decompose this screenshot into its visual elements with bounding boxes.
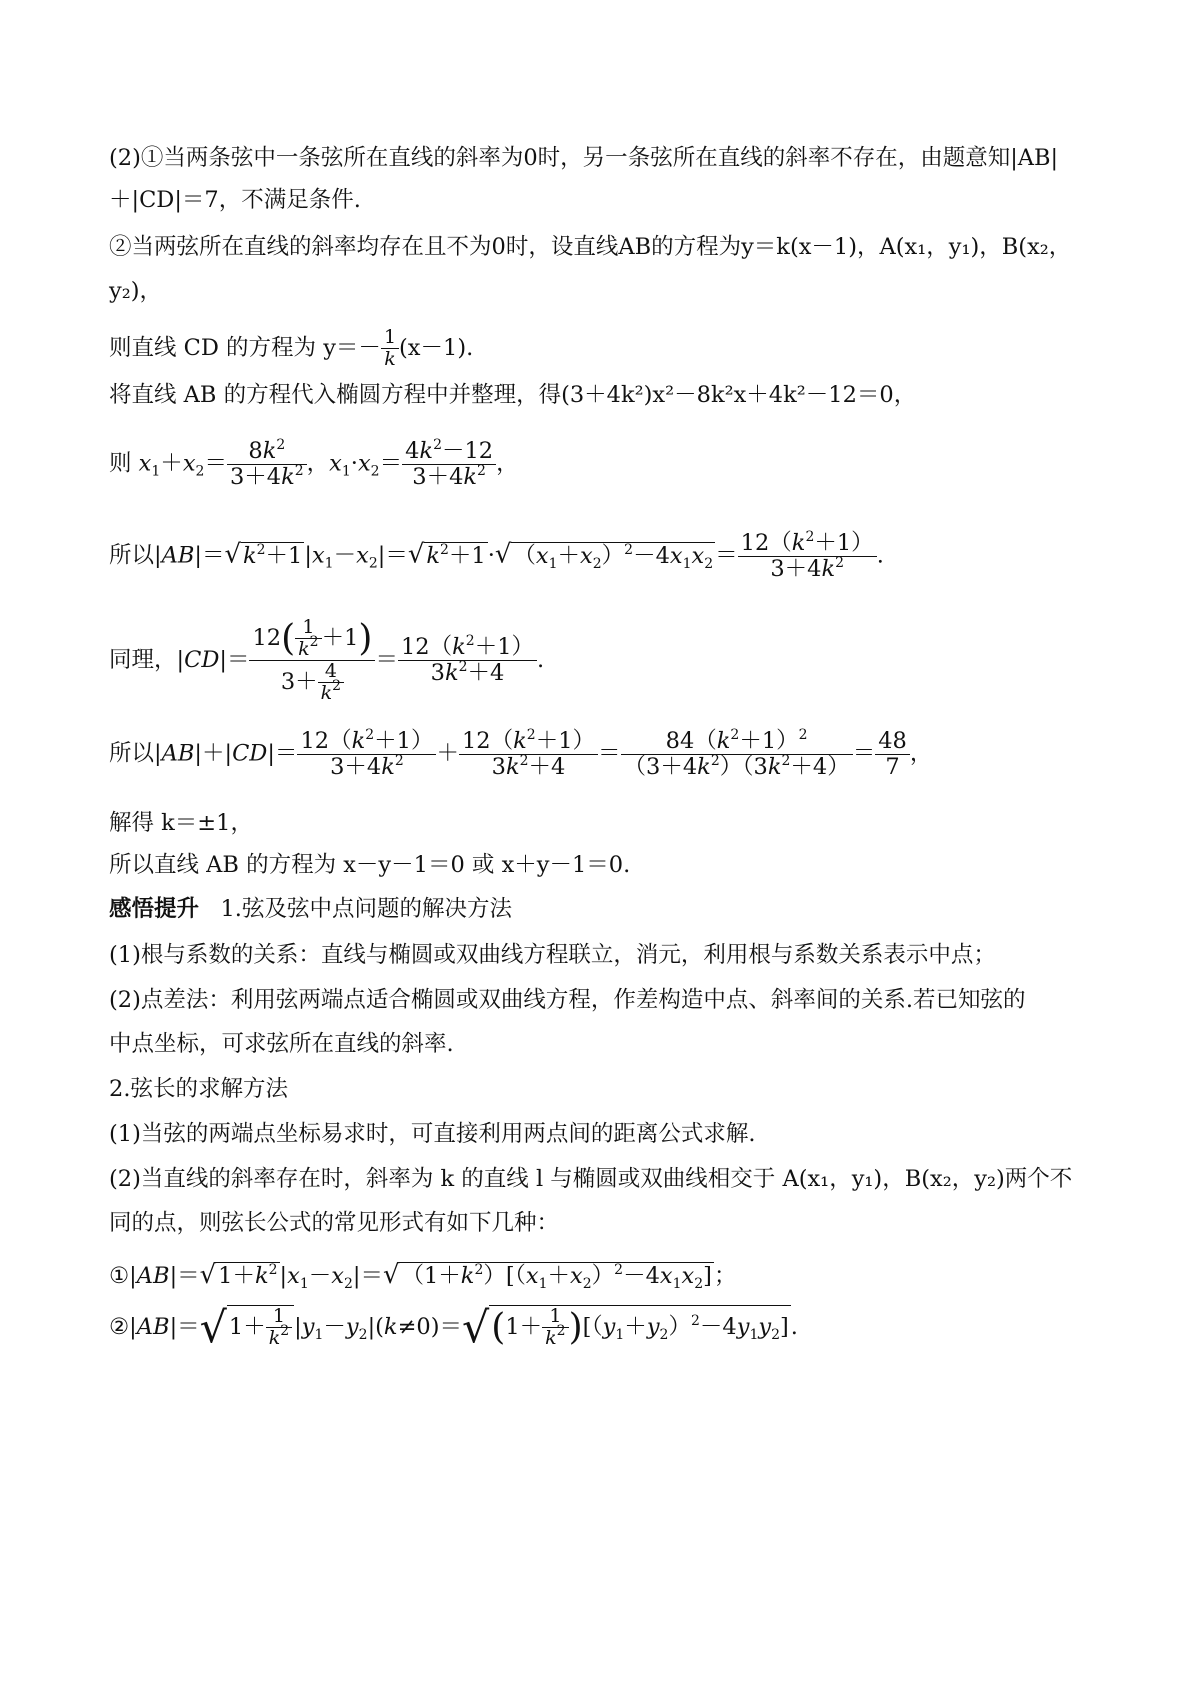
insight-p3: (1)当弦的两端点坐标易求时，可直接利用两点间的距离公式求解. (109, 1121, 756, 1147)
vieta-formulas: 则 $x_1+x_2=$ $\frac{8k^2}{3+4k^2}$ ，$x_1\cdot x_2=$ $\frac{4k^2-12}{3+4k^2}$ ， (109, 437, 519, 490)
sum-value-fraction: $\frac{48}{7}$ (875, 730, 910, 779)
cd-eq-suffix: (x－1). (399, 334, 474, 361)
para1-line2: ＋|CD|＝7，不满足条件. (109, 187, 361, 213)
sum-fraction-1: $\frac{12(k^2+1)}{3+4k^2}$ (297, 730, 436, 779)
ab-prefix: 所以 (109, 542, 155, 569)
cd-result-fraction: $\frac{12(k^2+1)}{3k^2+4}$ (398, 636, 537, 685)
sum-fraction-2: $\frac{12(k^2+1)}{3k^2+4}$ (459, 730, 598, 779)
formula-2: ②|AB|＝√1＋ $\frac{1}{k^2}$ $|y_1-y_2|(k\ne 0)=√(1+$ $\frac{1}{k^2}$ )$[(y_1+y_2)^2-4y_1y_2]$. (109, 1302, 798, 1353)
substitution-line: 将直线 AB 的方程代入椭圆方程中并整理，得(3＋4k²)x²－8k²x＋4k²－12＝0， (109, 382, 917, 408)
fraction-1-over-k2: $\frac{1}{k^2}$ (266, 1307, 292, 1349)
sum-combined-fraction: $\frac{84(k^2+1)^2}{(3+4k^2)(3k^2+4)}$ (621, 730, 853, 779)
sum-roots-fraction: $\frac{8k^2}{3+4k^2}$ (227, 440, 307, 489)
cd-compound-fraction: 12( $\frac{1}{k^2}$ ＋1) 3＋ $\frac{4}{k^2}$ (249, 618, 375, 704)
para2-line1: ②当两弦所在直线的斜率均存在且不为0时，设直线AB的方程为y＝k(x－1)，A(x₁，y₁)，B(x₂， (109, 234, 1072, 260)
ab-result-fraction: $\frac{12(k^2+1)}{3+4k^2}$ (738, 532, 877, 581)
insight-heading (109, 898, 512, 921)
product-roots-fraction: $\frac{4k^2-12}{3+4k^2}$ (402, 440, 496, 489)
result-line: 所以直线 AB 的方程为 x－y－1＝0 或 x＋y－1＝0. (109, 852, 631, 878)
insight-p2-line2: 中点坐标，可求弦所在直线的斜率. (109, 1031, 454, 1057)
insight-p4-line2: 同的点，则弦长公式的常见形式有如下几种： (109, 1210, 560, 1236)
insight-p4-line1: (2)当直线的斜率存在时，斜率为 k 的直线 l 与椭圆或双曲线相交于 A(x₁，y₁)，B(x₂，y₂)两个不 (109, 1166, 1073, 1192)
solve-line: 解得 k＝±1， (109, 810, 253, 836)
para1-line1: (2)①当两条弦中一条弦所在直线的斜率为0时，另一条弦所在直线的斜率不存在，由题意知|AB| (109, 145, 1059, 171)
formula1-label: ① (109, 1263, 130, 1289)
vieta-prefix: 则 (109, 450, 132, 477)
formula-1: $①|AB|=√1+k^2|x_1-x_2|=√(1+k^2)[(x_1+x_2)^2-4x_1x_2]$； (109, 1260, 737, 1292)
cd-length-formula: 同理，|CD|＝ 12( $\frac{1}{k^2}$ ＋1) 3＋ $\frac{4}{k^2}$ ＝ $\frac{12(k^2+1)}{3k^2+4}$ . (109, 616, 545, 704)
sum-formula: 所以|AB|＋|CD|＝ $\frac{12(k^2+1)}{3+4k^2}$ ＋ $\frac{12(k^2+1)}{3k^2+4}$ ＝ $\frac{84(k^2+1)^2}{(3+4k^2)(3k^2+4)}$ ＝ $\frac{48}{7}$ ， (109, 727, 933, 780)
insight-item1: 1.弦及弦中点问题的解决方法 (220, 896, 512, 922)
formula2-label: ② (109, 1313, 130, 1340)
ab-length-formula: 所以$|AB|=√k^2+1|x_1-x_2|=√k^2+1\cdot√(x_1+x_2)^2-4x_1x_2=$ $\frac{12(k^2+1)}{3+4k^2}$ . (109, 529, 884, 582)
para2-line2: y₂)， (109, 278, 163, 304)
insight-item2: 2.弦长的求解方法 (109, 1076, 288, 1102)
sum-prefix: 所以 (109, 740, 155, 767)
cd-eq-prefix: 则直线 CD 的方程为 y＝－ (109, 334, 381, 361)
insight-title: 感悟提升 (109, 896, 200, 922)
cd-equation (109, 328, 473, 370)
insight-p1: (1)根与系数的关系：直线与椭圆或双曲线方程联立，消元，利用根与系数关系表示中点； (109, 942, 996, 968)
cd-prefix: 同理， (109, 646, 177, 673)
insight-p2-line1: (2)点差法：利用弦两端点适合椭圆或双曲线方程，作差构造中点、斜率间的关系.若已知弦的 (109, 987, 1026, 1013)
fraction-1-over-k: $\frac{1}{k}$ (381, 328, 399, 370)
